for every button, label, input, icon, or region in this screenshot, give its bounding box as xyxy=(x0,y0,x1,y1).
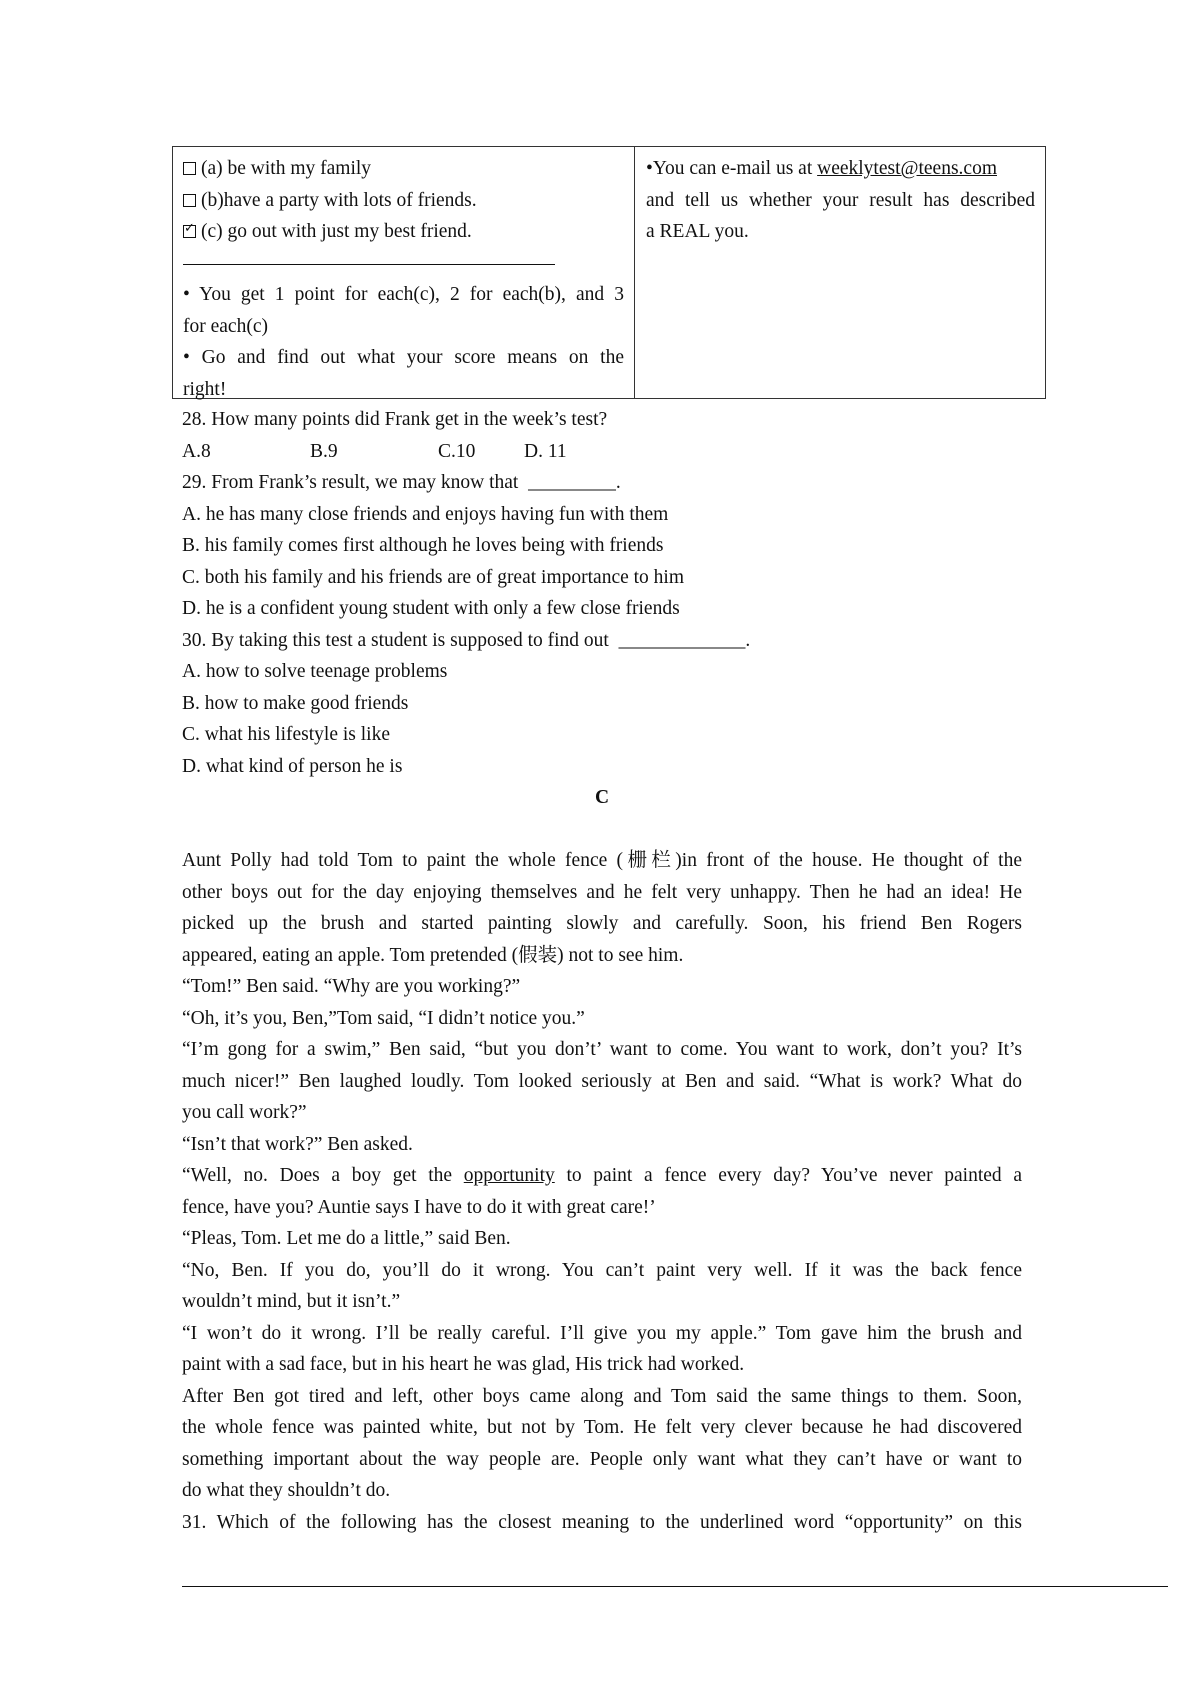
passage-line: appeared, eating an apple. Tom pretended (假装) not to see him. xyxy=(182,944,684,966)
email-note-line: •You can e-mail us at weeklytest@teens.com xyxy=(646,158,997,179)
passage-line: wouldn’t mind, but it isn’t.” xyxy=(182,1291,401,1312)
question-30-option: D. what kind of person he is xyxy=(182,755,403,777)
question-30-option: C. what his lifestyle is like xyxy=(182,724,390,745)
passage-line: much nicer!” Ben laughed loudly. Tom looked seriously at Ben and said. “What is work? What do xyxy=(182,1070,1022,1092)
passage-line: other boys out for the day enjoying themselves and he felt very unhappy. Then he had an idea! He xyxy=(182,881,1022,903)
passage-line: something important about the way people are. People only want what they can’t have or want to xyxy=(182,1448,1022,1470)
question-29-stem: 29. From Frank’s result, we may know that _________. xyxy=(182,472,621,493)
question-30-option: B. how to make good friends xyxy=(182,692,409,714)
section-heading: C xyxy=(594,787,610,808)
quiz-table-right-cell xyxy=(635,147,1045,398)
checkbox-icon xyxy=(183,162,196,175)
passage-line: “I’m gong for a swim,” Ben said, “but you don’t’ want to come. You want to work, don’t you? It’s xyxy=(182,1039,1022,1060)
question-28-stem: 28. How many points did Frank get in the week’s test? xyxy=(182,409,608,430)
quiz-table xyxy=(172,146,1046,399)
answer-blank: _____________. xyxy=(618,629,751,651)
checkbox-icon xyxy=(183,194,196,207)
quiz-table-left-cell xyxy=(173,147,635,398)
questions-and-passage xyxy=(182,404,1022,1538)
question-29-option: A. he has many close friends and enjoys having fun with them xyxy=(182,503,669,525)
question-31-stem: 31. Which of the following has the closest meaning to the underlined word “opportunity” on this xyxy=(182,1511,1022,1533)
option-a: (a) be with my family xyxy=(183,153,624,185)
passage-line: “Oh, it’s you, Ben,”Tom said, “I didn’t notice you.” xyxy=(182,1007,585,1029)
passage-line: paint with a sad face, but in his heart he was glad, His trick had worked. xyxy=(182,1354,745,1375)
separator-line xyxy=(183,248,624,280)
question-29-option: B. his family comes first although he loves being with friends xyxy=(182,535,664,556)
question-30-stem: 30. By taking this test a student is supposed to find out _____________. xyxy=(182,629,751,651)
email-note-line: and tell us whether your result has described xyxy=(646,189,1035,211)
instruction-note-line: • Go and find out what your score means on the xyxy=(183,347,624,368)
passage-line-opportunity: “Well, no. Does a boy get the opportunity to paint a fence every day? You’ve never painted a xyxy=(182,1165,1023,1186)
passage-line: Aunt Polly had told Tom to paint the whole fence (栅栏)in front of the house. He thought of the xyxy=(182,850,1022,871)
checked-checkbox-icon xyxy=(183,225,196,238)
option-c: ✓(c) go out with just my best friend. xyxy=(183,216,624,248)
passage-line: “I won’t do it wrong. I’ll be really careful. I’ll give you my apple.” Tom gave him the brush and xyxy=(182,1322,1022,1344)
passage-line: After Ben got tired and left, other boys came along and Tom said the same things to them. Soon, xyxy=(182,1385,1022,1407)
email-link[interactable]: weeklytest@teens.com xyxy=(817,158,997,179)
passage-line: picked up the brush and started painting slowly and carefully. Soon, his friend Ben Rogers xyxy=(182,913,1022,934)
passage-line: “Tom!” Ben said. “Why are you working?” xyxy=(182,976,521,997)
answer-blank: _________. xyxy=(528,472,621,493)
scoring-note-line: for each(c) xyxy=(183,315,268,337)
instruction-note-line: right! xyxy=(183,378,227,400)
passage-line: “Isn’t that work?” Ben asked. xyxy=(182,1133,413,1155)
passage-line: “No, Ben. If you do, you’ll do it wrong. You can’t paint very well. If it was the back fence xyxy=(182,1259,1022,1281)
footer-rule xyxy=(182,1586,1168,1587)
option-label: C.10 xyxy=(438,440,476,462)
email-note-line: a REAL you. xyxy=(646,221,749,242)
underlined-word: opportunity xyxy=(463,1165,555,1186)
question-29-option: D. he is a confident young student with only a few close friends xyxy=(182,598,680,619)
question-29-option: C. both his family and his friends are of great importance to him xyxy=(182,566,685,588)
question-28-options xyxy=(182,436,1022,468)
scoring-note-line: • You get 1 point for each(c), 2 for each(b), and 3 xyxy=(183,284,624,305)
passage-line: the whole fence was painted white, but not by Tom. He felt very clever because he had discovered xyxy=(182,1417,1022,1438)
passage-line: fence, have you? Auntie says I have to do it with great care!’ xyxy=(182,1196,656,1218)
passage-line: you call work?” xyxy=(182,1102,307,1123)
option-label: A.8 xyxy=(182,440,211,462)
passage-line: do what they shouldn’t do. xyxy=(182,1480,391,1501)
option-label: B.9 xyxy=(310,440,338,462)
passage-line: “Pleas, Tom. Let me do a little,” said Ben. xyxy=(182,1228,511,1249)
option-b: (b)have a party with lots of friends. xyxy=(183,185,624,217)
option-label: D. 11 xyxy=(524,440,567,462)
question-30-option: A. how to solve teenage problems xyxy=(182,661,448,682)
